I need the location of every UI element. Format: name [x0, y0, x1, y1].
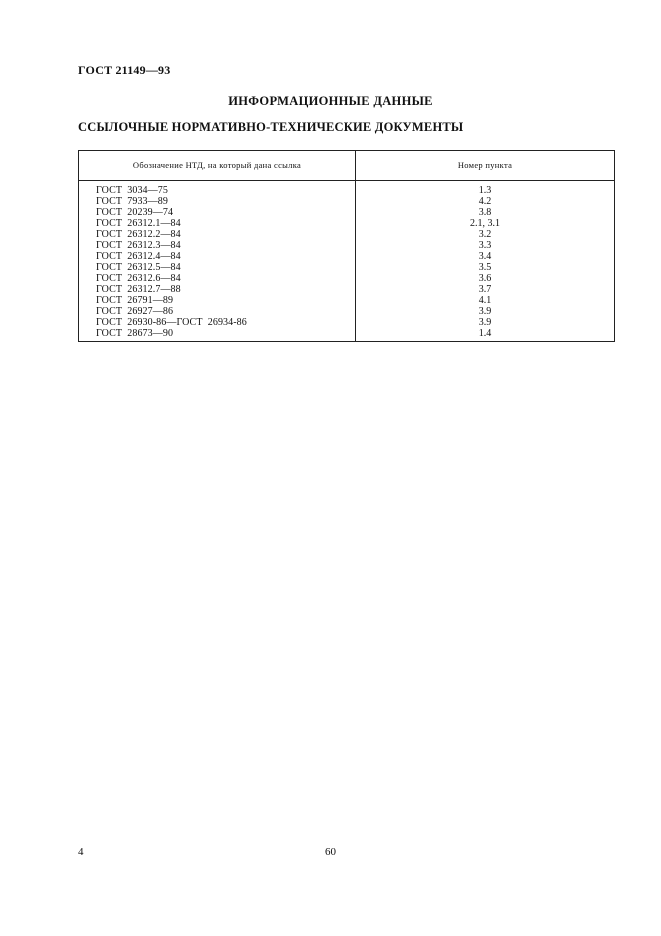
document-cell: ГОСТ 26312.1—84 — [79, 218, 356, 229]
document-cell: ГОСТ 28673—90 — [79, 328, 356, 342]
document-cell: ГОСТ 26927—86 — [79, 306, 356, 317]
table-row — [79, 240, 615, 251]
section-title: ИНФОРМАЦИОННЫЕ ДАННЫЕ — [228, 94, 433, 108]
document-cell: ГОСТ 26312.5—84 — [79, 262, 356, 273]
point-cell: 4.2 — [478, 196, 492, 207]
point-cell: 4.1 — [478, 295, 492, 306]
document-cell: ГОСТ 26312.3—84 — [79, 240, 356, 251]
table-row — [79, 317, 615, 328]
document-cell: ГОСТ 7933—89 — [79, 196, 356, 207]
table-header-row — [79, 151, 615, 181]
table-body — [79, 181, 615, 342]
point-cell: 3.2 — [478, 229, 492, 240]
table-row — [79, 273, 615, 284]
point-cell: 3.9 — [478, 306, 492, 317]
table-row — [79, 306, 615, 317]
page-number-left: 4 — [78, 846, 84, 858]
document-cell: ГОСТ 3034—75 — [79, 181, 356, 197]
point-cell: 3.4 — [478, 251, 492, 262]
document-cell: ГОСТ 26312.4—84 — [79, 251, 356, 262]
document-code: ГОСТ 21149—93 — [78, 63, 171, 77]
table-row — [79, 251, 615, 262]
point-cell: 3.3 — [478, 240, 492, 251]
point-cell: 3.7 — [478, 284, 492, 295]
point-cell: 3.5 — [478, 262, 492, 273]
point-cell: 1.4 — [478, 328, 492, 339]
point-cell: 1.3 — [478, 185, 492, 196]
table-row — [79, 229, 615, 240]
table-row — [79, 218, 615, 229]
table-row — [79, 181, 615, 197]
table-row — [79, 207, 615, 218]
table-row — [79, 328, 615, 342]
point-cell: 3.9 — [478, 317, 492, 328]
point-cell: 3.6 — [478, 273, 492, 284]
document-cell: ГОСТ 26312.6—84 — [79, 273, 356, 284]
document-cell: ГОСТ 26312.7—88 — [79, 284, 356, 295]
table-row — [79, 196, 615, 207]
column-header-document: Обозначение НТД, на который дана ссылка — [79, 151, 356, 181]
document-cell: ГОСТ 26312.2—84 — [79, 229, 356, 240]
subsection-title: ССЫЛОЧНЫЕ НОРМАТИВНО-ТЕХНИЧЕСКИЕ ДОКУМЕНТЫ — [78, 120, 464, 134]
document-cell: ГОСТ 20239—74 — [79, 207, 356, 218]
page-number-center: 60 — [325, 846, 336, 858]
table-row — [79, 284, 615, 295]
column-header-point: Номер пункта — [356, 151, 615, 181]
table-row — [79, 295, 615, 306]
table-row — [79, 262, 615, 273]
point-cell: 2.1, 3.1 — [470, 218, 500, 229]
point-cell: 3.8 — [478, 207, 492, 218]
document-cell: ГОСТ 26791—89 — [79, 295, 356, 306]
references-table — [78, 150, 615, 342]
document-cell: ГОСТ 26930-86—ГОСТ 26934-86 — [79, 317, 356, 328]
